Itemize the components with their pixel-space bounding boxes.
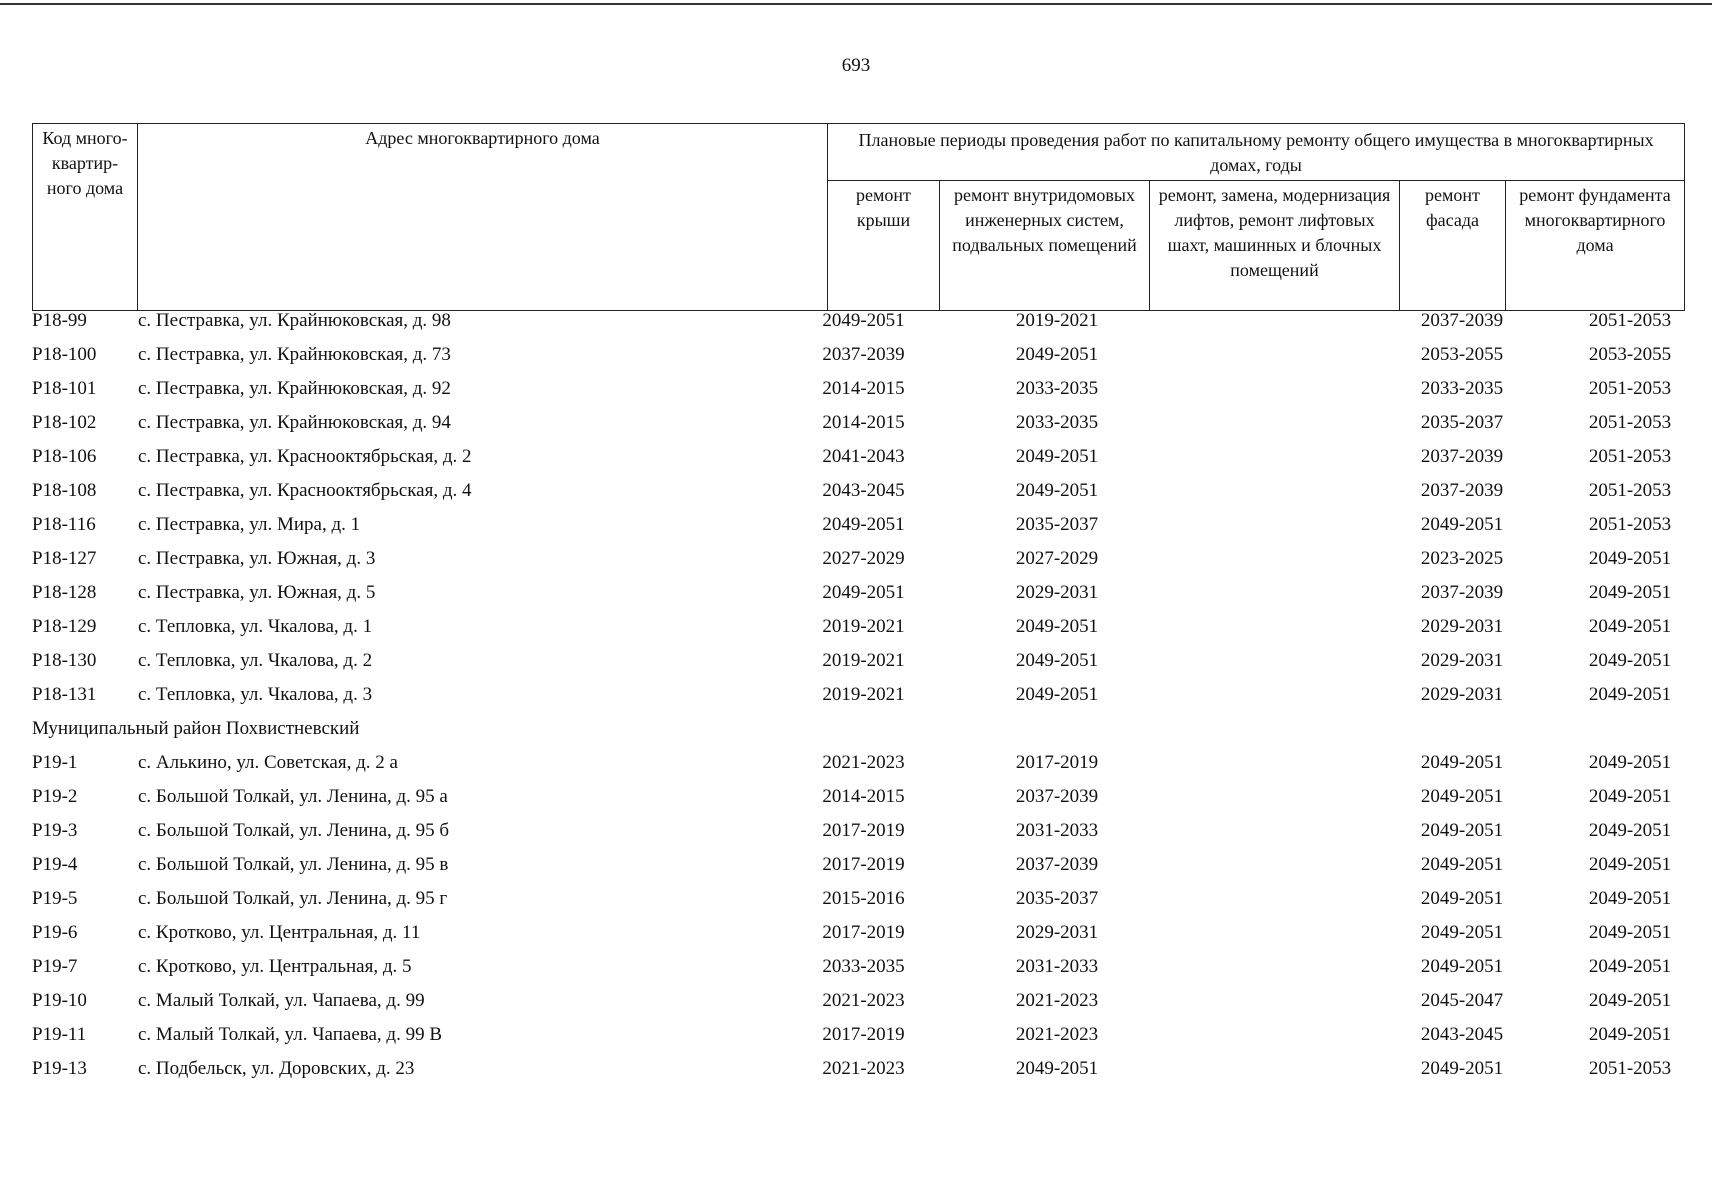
- cell-systems: 2033-2035: [1015, 412, 1099, 433]
- table-row: [32, 306, 1692, 340]
- cell-address: с. Пестравка, ул. Южная, д. 5: [138, 582, 376, 603]
- cell-foundation: 2049-2051: [1588, 854, 1672, 875]
- cell-roof: 2017-2019: [822, 922, 905, 943]
- cell-systems: 2049-2051: [1015, 616, 1099, 637]
- cell-foundation: 2049-2051: [1588, 990, 1672, 1011]
- cell-facade: 2053-2055: [1420, 344, 1504, 365]
- cell-address: с. Большой Толкай, ул. Ленина, д. 95 б: [138, 820, 450, 841]
- cell-roof: 2019-2021: [822, 650, 905, 671]
- cell-code: Р19-7: [32, 956, 78, 977]
- cell-roof: 2021-2023: [822, 752, 905, 773]
- header-lifts: ремонт, замена, модернизация лифтов, ремонт лифтовых шахт, машинных и блочных помещений: [1150, 181, 1400, 311]
- table-row: [32, 748, 1692, 782]
- cell-code: Р19-13: [32, 1058, 87, 1079]
- header-address: Адрес многоквартирного дома: [138, 124, 828, 311]
- cell-code: Р18-108: [32, 480, 97, 501]
- cell-address: с. Пестравка, ул. Южная, д. 3: [138, 548, 376, 569]
- cell-foundation: 2049-2051: [1588, 820, 1672, 841]
- cell-systems: 2029-2031: [1015, 582, 1099, 603]
- cell-address: с. Большой Толкай, ул. Ленина, д. 95 в: [138, 854, 449, 875]
- cell-code: Р19-6: [32, 922, 78, 943]
- cell-address: с. Большой Толкай, ул. Ленина, д. 95 а: [138, 786, 448, 807]
- table-row: [32, 612, 1692, 646]
- cell-facade: 2049-2051: [1420, 820, 1504, 841]
- cell-facade: 2049-2051: [1420, 514, 1504, 535]
- cell-code: Р19-4: [32, 854, 78, 875]
- cell-address: с. Пестравка, ул. Краснооктябрьская, д. 4: [138, 480, 472, 501]
- cell-foundation: 2051-2053: [1588, 412, 1672, 433]
- cell-roof: 2014-2015: [822, 412, 905, 433]
- cell-code: Р18-106: [32, 446, 97, 467]
- table-row: [32, 340, 1692, 374]
- table-row: [32, 952, 1692, 986]
- header-roof: ремонт крыши: [828, 181, 940, 311]
- cell-facade: 2029-2031: [1420, 684, 1504, 705]
- table-row: [32, 476, 1692, 510]
- table-row: [32, 1020, 1692, 1054]
- cell-code: Р18-100: [32, 344, 97, 365]
- cell-foundation: 2049-2051: [1588, 582, 1672, 603]
- table-body: [32, 306, 1692, 1088]
- cell-foundation: 2051-2053: [1588, 378, 1672, 399]
- cell-foundation: 2049-2051: [1588, 922, 1672, 943]
- cell-address: с. Кротково, ул. Центральная, д. 11: [138, 922, 421, 943]
- cell-roof: 2033-2035: [822, 956, 905, 977]
- cell-facade: 2037-2039: [1420, 480, 1504, 501]
- cell-foundation: 2051-2053: [1588, 1058, 1672, 1079]
- cell-address: с. Пестравка, ул. Крайнюковская, д. 92: [138, 378, 451, 399]
- cell-systems: 2021-2023: [1015, 1024, 1099, 1045]
- cell-systems: 2035-2037: [1015, 888, 1099, 909]
- table-row: [32, 510, 1692, 544]
- cell-address: с. Пестравка, ул. Мира, д. 1: [138, 514, 361, 535]
- header-systems: ремонт внутридомовых инженерных систем, подвальных помещений: [940, 181, 1150, 311]
- cell-code: Р18-131: [32, 684, 97, 705]
- cell-foundation: 2051-2053: [1588, 310, 1672, 331]
- table-row: [32, 1054, 1692, 1088]
- cell-foundation: 2051-2053: [1588, 480, 1672, 501]
- table-row: [32, 816, 1692, 850]
- cell-code: Р18-129: [32, 616, 97, 637]
- table-row: [32, 680, 1692, 714]
- cell-address: с. Тепловка, ул. Чкалова, д. 3: [138, 684, 373, 705]
- header-facade: ремонт фасада: [1400, 181, 1506, 311]
- cell-roof: 2049-2051: [822, 582, 905, 603]
- cell-address: с. Малый Толкай, ул. Чапаева, д. 99 В: [138, 1024, 442, 1045]
- table-row: [32, 884, 1692, 918]
- cell-foundation: 2049-2051: [1588, 752, 1672, 773]
- table-row: [32, 850, 1692, 884]
- cell-code: Р19-10: [32, 990, 87, 1011]
- cell-roof: 2021-2023: [822, 990, 905, 1011]
- table-row: [32, 986, 1692, 1020]
- cell-systems: 2027-2029: [1015, 548, 1099, 569]
- table-row: [32, 578, 1692, 612]
- cell-systems: 2037-2039: [1015, 786, 1099, 807]
- cell-systems: 2049-2051: [1015, 446, 1099, 467]
- cell-code: Р18-128: [32, 582, 97, 603]
- cell-facade: 2049-2051: [1420, 1058, 1504, 1079]
- cell-address: с. Тепловка, ул. Чкалова, д. 2: [138, 650, 373, 671]
- cell-address: с. Тепловка, ул. Чкалова, д. 1: [138, 616, 373, 637]
- cell-code: Р19-3: [32, 820, 78, 841]
- cell-facade: 2023-2025: [1420, 548, 1504, 569]
- header-code: Код много-квартир-ного дома: [33, 124, 138, 311]
- cell-address: с. Кротково, ул. Центральная, д. 5: [138, 956, 412, 977]
- cell-roof: 2049-2051: [822, 310, 905, 331]
- cell-systems: 2049-2051: [1015, 1058, 1099, 1079]
- cell-code: Р18-101: [32, 378, 97, 399]
- rows-group-1: [32, 306, 1692, 714]
- cell-roof: 2049-2051: [822, 514, 905, 535]
- cell-code: Р18-116: [32, 514, 96, 535]
- cell-address: с. Пестравка, ул. Крайнюковская, д. 98: [138, 310, 451, 331]
- cell-facade: 2045-2047: [1420, 990, 1504, 1011]
- cell-systems: 2049-2051: [1015, 480, 1099, 501]
- cell-facade: 2035-2037: [1420, 412, 1504, 433]
- cell-facade: 2033-2035: [1420, 378, 1504, 399]
- cell-systems: 2021-2023: [1015, 990, 1099, 1011]
- cell-roof: 2019-2021: [822, 684, 905, 705]
- cell-facade: 2049-2051: [1420, 922, 1504, 943]
- cell-systems: 2049-2051: [1015, 684, 1099, 705]
- cell-code: Р19-1: [32, 752, 78, 773]
- cell-address: с. Пестравка, ул. Крайнюковская, д. 73: [138, 344, 451, 365]
- cell-facade: 2037-2039: [1420, 310, 1504, 331]
- cell-roof: 2014-2015: [822, 786, 905, 807]
- cell-address: с. Подбельск, ул. Доровских, д. 23: [138, 1058, 415, 1079]
- cell-facade: 2037-2039: [1420, 446, 1504, 467]
- cell-roof: 2027-2029: [822, 548, 905, 569]
- cell-systems: 2049-2051: [1015, 344, 1099, 365]
- cell-systems: 2017-2019: [1015, 752, 1099, 773]
- cell-foundation: 2049-2051: [1588, 1024, 1672, 1045]
- cell-roof: 2017-2019: [822, 1024, 905, 1045]
- cell-facade: 2049-2051: [1420, 786, 1504, 807]
- table-row: [32, 442, 1692, 476]
- cell-roof: 2043-2045: [822, 480, 905, 501]
- cell-roof: 2015-2016: [822, 888, 905, 909]
- cell-address: с. Малый Толкай, ул. Чапаева, д. 99: [138, 990, 425, 1011]
- cell-code: Р19-11: [32, 1024, 87, 1045]
- cell-foundation: 2049-2051: [1588, 684, 1672, 705]
- cell-systems: 2019-2021: [1015, 310, 1099, 331]
- cell-address: с. Большой Толкай, ул. Ленина, д. 95 г: [138, 888, 448, 909]
- cell-foundation: 2049-2051: [1588, 548, 1672, 569]
- cell-code: Р18-102: [32, 412, 97, 433]
- cell-facade: 2049-2051: [1420, 956, 1504, 977]
- cell-roof: 2041-2043: [822, 446, 905, 467]
- cell-address: с. Пестравка, ул. Краснооктябрьская, д. 2: [138, 446, 472, 467]
- cell-facade: 2029-2031: [1420, 650, 1504, 671]
- table-row: [32, 544, 1692, 578]
- rows-group-2: [32, 748, 1692, 1088]
- cell-facade: 2043-2045: [1420, 1024, 1504, 1045]
- cell-code: Р18-127: [32, 548, 97, 569]
- cell-roof: 2017-2019: [822, 854, 905, 875]
- cell-facade: 2029-2031: [1420, 616, 1504, 637]
- cell-roof: 2017-2019: [822, 820, 905, 841]
- cell-facade: 2049-2051: [1420, 752, 1504, 773]
- cell-systems: 2035-2037: [1015, 514, 1099, 535]
- header-foundation: ремонт фундамента многоквартирного дома: [1506, 181, 1685, 311]
- cell-facade: 2049-2051: [1420, 854, 1504, 875]
- cell-code: Р19-2: [32, 786, 78, 807]
- header-planned-periods: Плановые периоды проведения работ по капитальному ремонту общего имущества в многоквартирных домах, годы: [828, 124, 1685, 181]
- cell-code: Р19-5: [32, 888, 78, 909]
- cell-roof: 2014-2015: [822, 378, 905, 399]
- cell-foundation: 2049-2051: [1588, 786, 1672, 807]
- cell-foundation: 2049-2051: [1588, 888, 1672, 909]
- cell-foundation: 2049-2051: [1588, 650, 1672, 671]
- table-row: [32, 374, 1692, 408]
- cell-foundation: 2049-2051: [1588, 956, 1672, 977]
- cell-facade: 2037-2039: [1420, 582, 1504, 603]
- section-title: Муниципальный район Похвистневский: [32, 718, 360, 739]
- cell-address: с. Пестравка, ул. Крайнюковская, д. 94: [138, 412, 451, 433]
- top-rule: [0, 3, 1712, 5]
- table-row: [32, 408, 1692, 442]
- cell-systems: 2031-2033: [1015, 820, 1099, 841]
- cell-roof: 2019-2021: [822, 616, 905, 637]
- cell-roof: 2037-2039: [822, 344, 905, 365]
- table-header: [32, 123, 1685, 311]
- table-row: [32, 646, 1692, 680]
- table-row: [32, 918, 1692, 952]
- cell-code: Р18-99: [32, 310, 87, 331]
- cell-systems: 2029-2031: [1015, 922, 1099, 943]
- cell-code: Р18-130: [32, 650, 97, 671]
- cell-foundation: 2053-2055: [1588, 344, 1672, 365]
- cell-systems: 2033-2035: [1015, 378, 1099, 399]
- cell-systems: 2049-2051: [1015, 650, 1099, 671]
- cell-foundation: 2051-2053: [1588, 446, 1672, 467]
- cell-roof: 2021-2023: [822, 1058, 905, 1079]
- cell-systems: 2037-2039: [1015, 854, 1099, 875]
- cell-foundation: 2051-2053: [1588, 514, 1672, 535]
- cell-foundation: 2049-2051: [1588, 616, 1672, 637]
- cell-facade: 2049-2051: [1420, 888, 1504, 909]
- cell-systems: 2031-2033: [1015, 956, 1099, 977]
- cell-address: с. Алькино, ул. Советская, д. 2 а: [138, 752, 398, 773]
- page-number: 693: [841, 55, 871, 76]
- table-row: [32, 782, 1692, 816]
